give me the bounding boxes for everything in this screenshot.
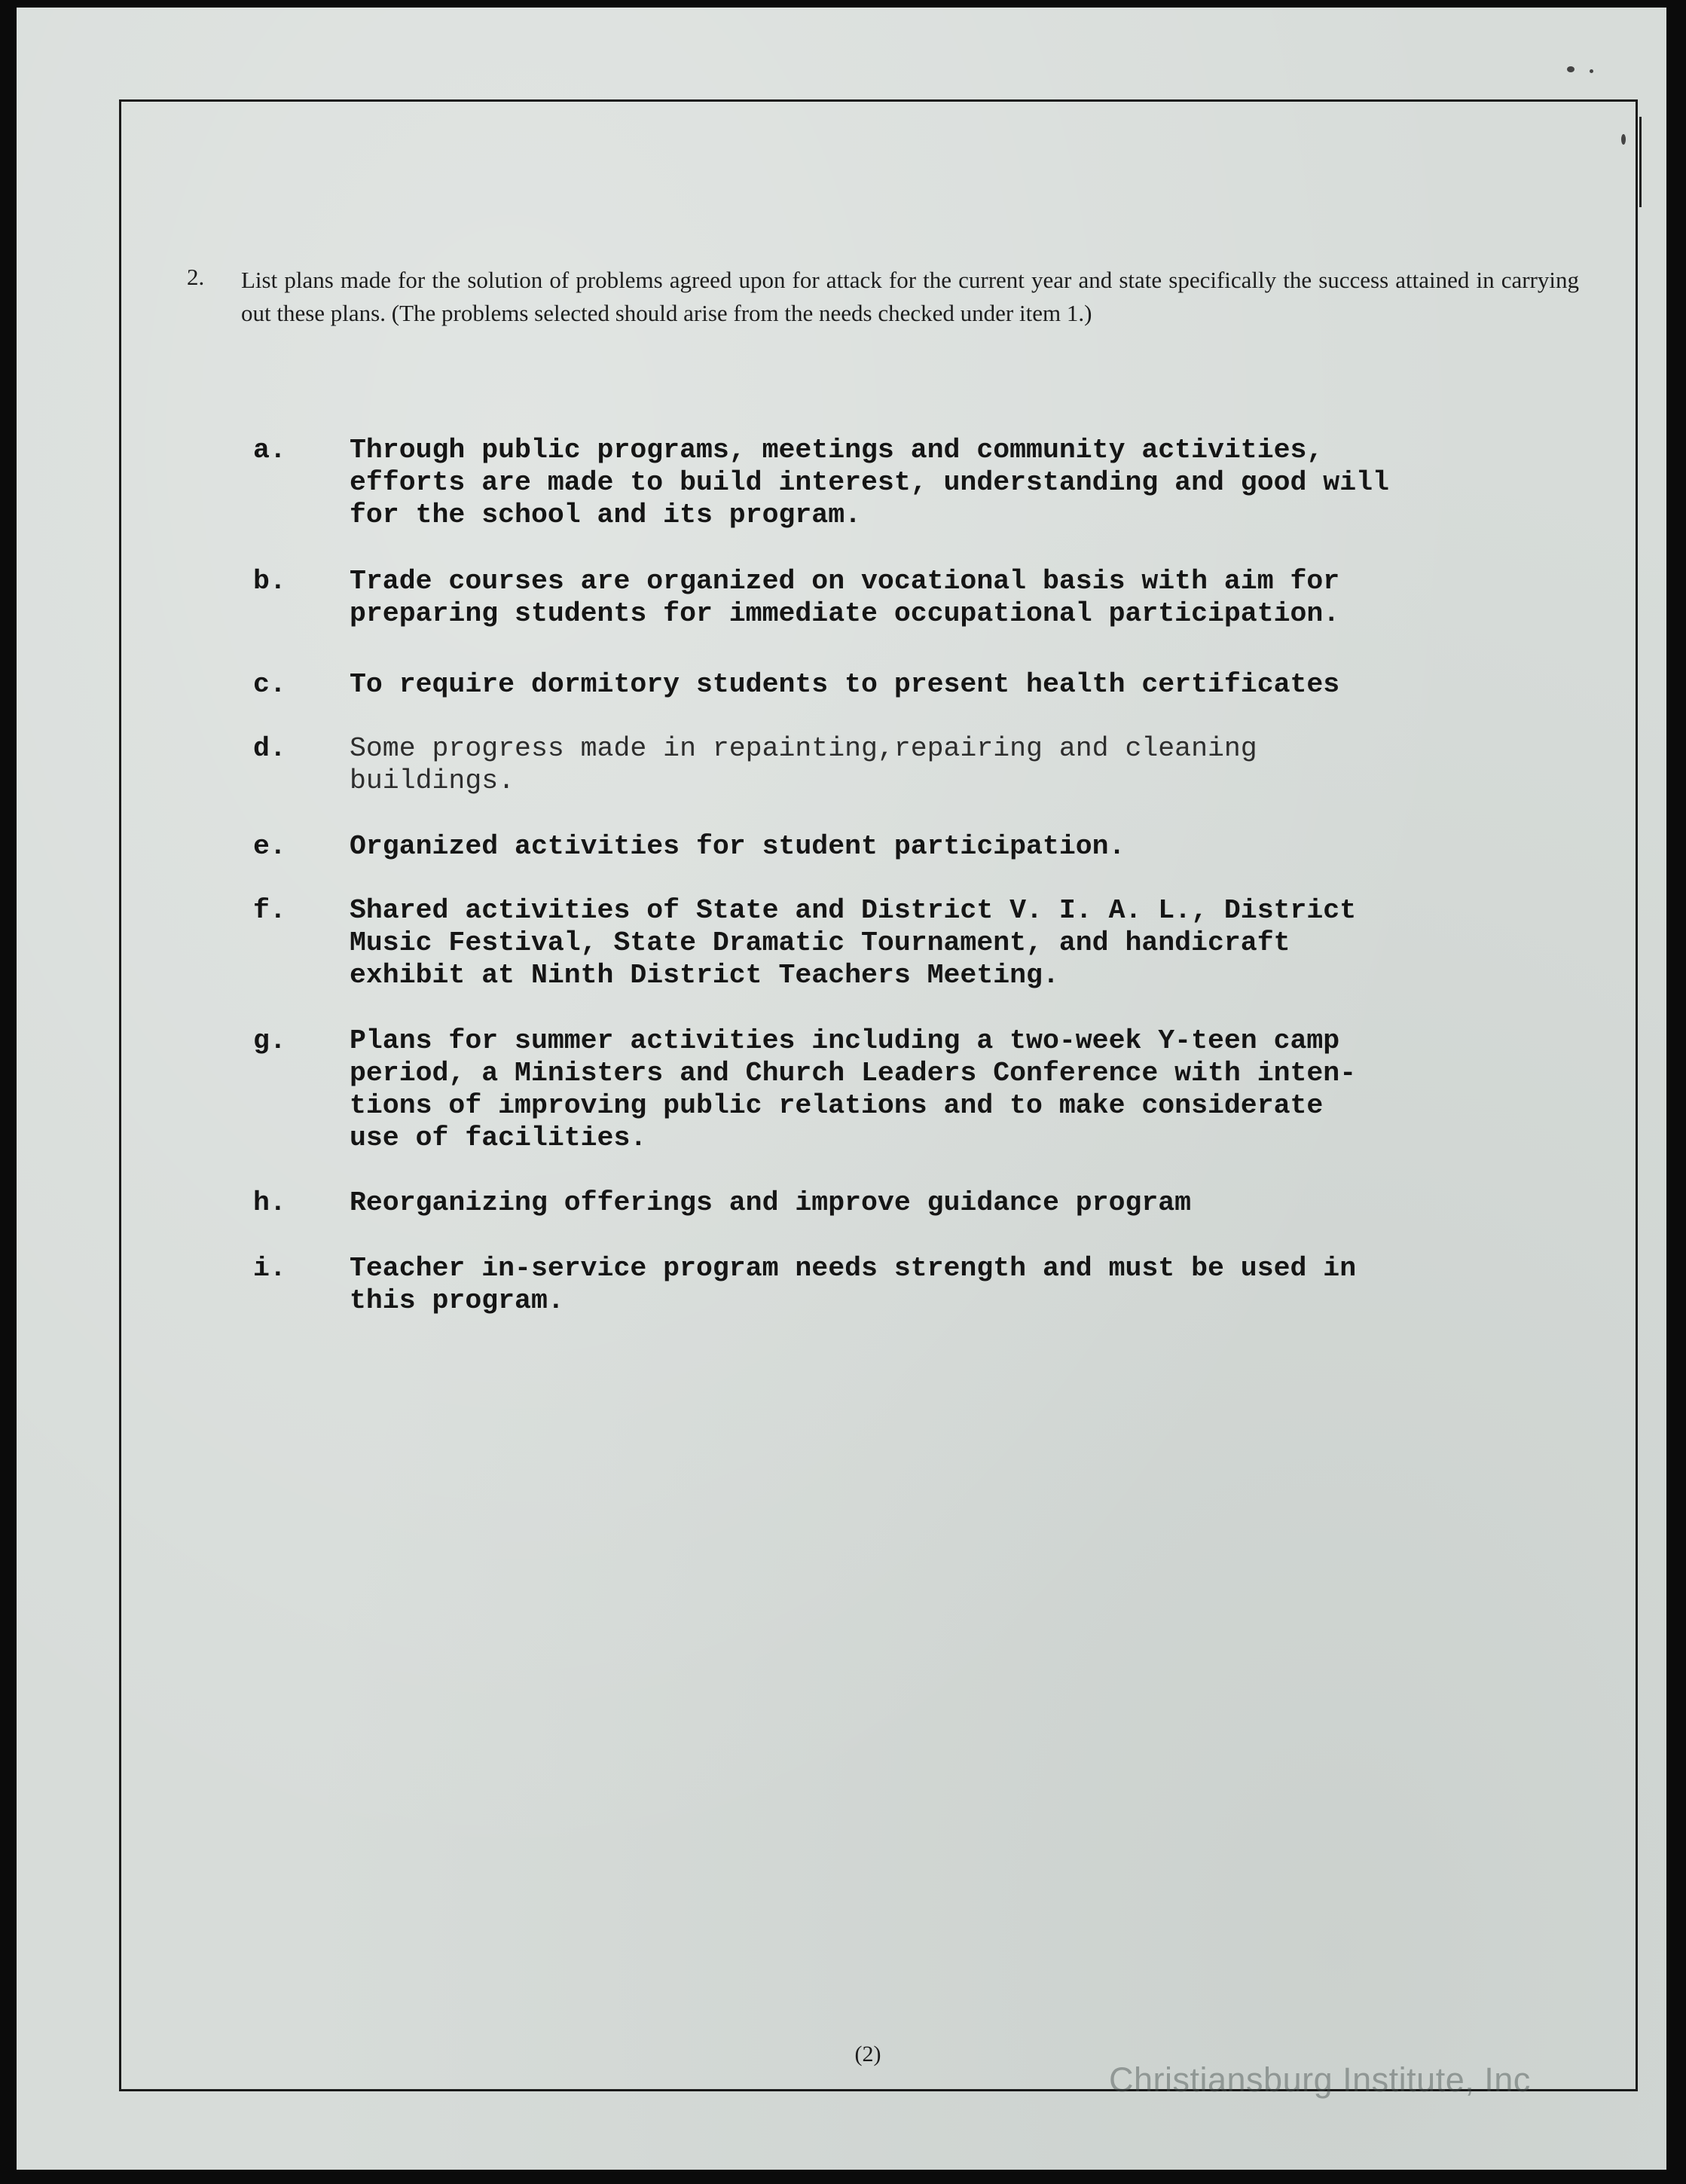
plan-item-d <box>253 732 1609 797</box>
plan-letter: a. <box>253 435 286 466</box>
plan-text: Trade courses are organized on vocational basis with aim for preparing students for immediate occupational participation. <box>350 566 1340 629</box>
plan-letter: g. <box>253 1025 286 1056</box>
plan-item-a <box>253 434 1609 531</box>
plan-item-c <box>253 668 1609 701</box>
plan-letter: d. <box>253 733 286 764</box>
plan-item-f <box>253 894 1609 991</box>
plan-item-h <box>253 1187 1609 1219</box>
plan-text: Through public programs, meetings and community activities, efforts are made to build interest, understanding and good will for the school and its program. <box>350 435 1389 530</box>
plan-text: Some progress made in repainting,repairing and cleaning buildings. <box>350 733 1257 796</box>
plan-item-e <box>253 830 1609 863</box>
plan-text: Shared activities of State and District V. I. A. L., District Music Festival, State Dramatic Tournament, and handicraft exhibit at Ninth District Teachers Meeting. <box>350 895 1357 991</box>
watermark: Christiansburg Institute, Inc <box>1109 2060 1531 2099</box>
plan-letter: c. <box>253 669 286 700</box>
plan-text: Reorganizing offerings and improve guidance program <box>350 1187 1192 1218</box>
border-mark <box>1639 117 1642 207</box>
plan-item-i <box>253 1252 1609 1317</box>
page-number: (2) <box>854 2042 881 2066</box>
document-page <box>17 8 1666 2170</box>
plan-text: To require dormitory students to present health certificates <box>350 669 1340 700</box>
plan-letter: e. <box>253 831 286 862</box>
plan-letter: b. <box>253 566 286 597</box>
plan-item-g <box>253 1025 1609 1154</box>
item-number: 2. <box>187 264 205 290</box>
plan-letter: f. <box>253 895 286 926</box>
plan-letter: h. <box>253 1187 286 1218</box>
plan-text: Plans for summer activities including a two-week Y-teen camp period, a Ministers and Church Leaders Conference with inten- tions of improving public relations and to make considerate use of facilities. <box>350 1025 1357 1153</box>
plan-letter: i. <box>253 1253 286 1284</box>
item-instructions: List plans made for the solution of problems agreed upon for attack for the current year and state specifically the success attained in carrying out these plans. (The problems selected should arise from the needs checked under item 1.) <box>241 267 1579 326</box>
ink-speck <box>1567 66 1575 72</box>
plan-text: Organized activities for student participation. <box>350 831 1126 862</box>
ink-speck <box>1621 134 1626 145</box>
ink-speck <box>1590 69 1593 73</box>
plan-text: Teacher in-service program needs strength and must be used in this program. <box>350 1253 1357 1316</box>
plan-item-b <box>253 565 1609 630</box>
